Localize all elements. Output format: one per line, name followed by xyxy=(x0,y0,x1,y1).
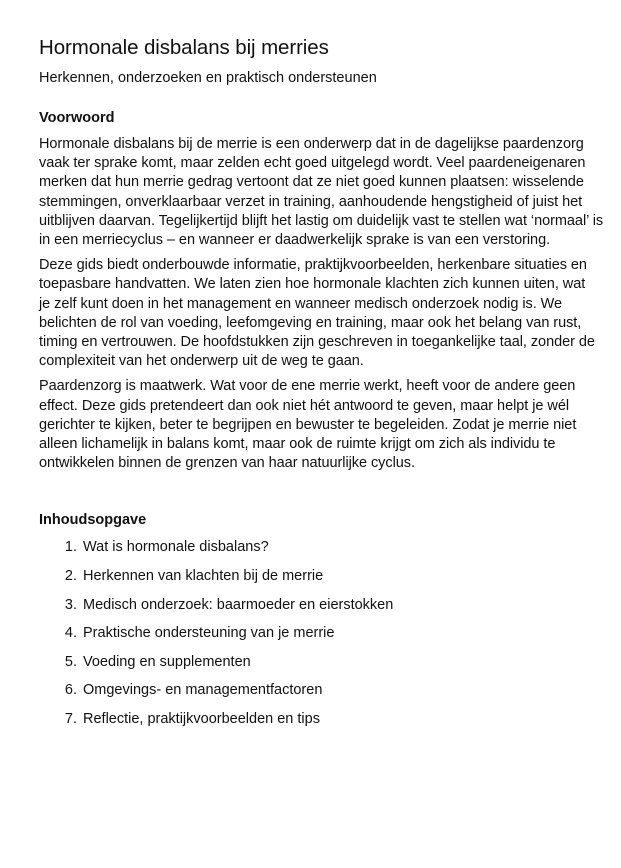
toc-list xyxy=(39,537,601,737)
toc-item-number: 7. xyxy=(64,711,77,728)
toc-item-number: 5. xyxy=(64,653,77,670)
toc-item xyxy=(39,537,601,566)
toc-item-label: Omgevings- en managementfactoren xyxy=(83,682,323,699)
toc-section xyxy=(39,510,601,737)
voorwoord-heading: Voorwoord xyxy=(39,110,115,126)
voorwoord-paragraph: Paardenzorg is maatwerk. Wat voor de ene merrie werkt, heeft voor de andere geen effect. Deze gids pretendeert dan ook niet hét antwoord te geven, maar helpt je wél gerichter te kijken, beter te begrijpen en bewuster te begeleiden. Zodat je merrie niet alleen lichamelijk in balans komt, maar ook de ruimte krijgt om zich als individu te ontwikkelen binnen de grenzen van haar natuurlijke cyclus. xyxy=(39,378,577,472)
toc-item-number: 6. xyxy=(64,682,77,699)
toc-item-label: Reflectie, praktijkvoorbeelden en tips xyxy=(83,711,320,728)
document-subtitle: Herkennen, onderzoeken en praktisch ondersteunen xyxy=(39,70,377,86)
toc-item-label: Herkennen van klachten bij de merrie xyxy=(83,568,324,585)
toc-item xyxy=(39,623,601,652)
voorwoord-section xyxy=(39,108,604,473)
voorwoord-paragraph: Deze gids biedt onderbouwde informatie, praktijkvoorbeelden, herkenbare situaties en toepasbare handvatten. We laten zien hoe hormonale klachten zich kunnen uiten, wat je zelf kunt doen in het management en wanneer medisch onderzoek nodig is. We belichten de rol van voeding, leefomgeving en training, maar ook het belang van rust, timing en vertrouwen. De hoofdstukken zijn geschreven in toegankelijke taal, zonder de complexiteit van het onderwerp uit de weg te gaan. xyxy=(39,257,595,370)
toc-item xyxy=(39,652,601,681)
toc-item xyxy=(39,709,601,738)
toc-item-number: 2. xyxy=(64,568,77,585)
toc-item-number: 3. xyxy=(64,596,77,613)
toc-item xyxy=(39,595,601,624)
toc-heading: Inhoudsopgave xyxy=(39,512,147,529)
toc-item-label: Praktische ondersteuning van je merrie xyxy=(83,625,335,642)
toc-item-label: Voeding en supplementen xyxy=(83,653,251,670)
toc-item-number: 4. xyxy=(64,625,77,642)
toc-item-label: Wat is hormonale disbalans? xyxy=(83,539,269,556)
document-title: Hormonale disbalans bij merries xyxy=(39,36,329,59)
toc-item xyxy=(39,566,601,595)
voorwoord-paragraph: Hormonale disbalans bij de merrie is een onderwerp dat in de dagelijkse paardenzorg vaak ter sprake komt, maar zelden echt goed uitgelegd wordt. Veel paardeneigenaren merken dat hun merrie gedrag vertoont dat ze niet goed kunnen plaatsen: wisselende stemmingen, onverklaarbaar verzet in training, aanhoudende hengstigheid of juist het uitblijven daarvan. Tegelijkertijd blijft het lastig om duidelijk vast te stellen wat ‘normaal’ is in een merriecyclus – en wanneer er daadwerkelijk sprake is van een verstoring. xyxy=(39,136,604,249)
toc-item xyxy=(39,680,601,709)
toc-item-number: 1. xyxy=(64,539,77,556)
toc-item-label: Medisch onderzoek: baarmoeder en eierstokken xyxy=(83,596,394,613)
